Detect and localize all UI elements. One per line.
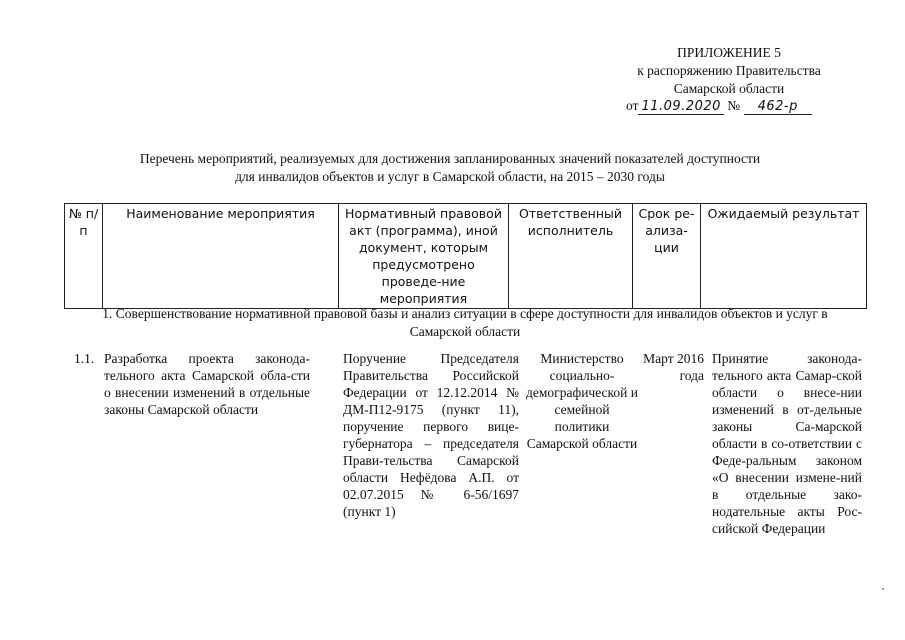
row-1-expected-result: Принятие законода-тельного акта Самар-ской области о внесе-нии изменений в от-дельные законы Са-марской области в со-ответствии с Феде-ральным законом «О внесении измене-ний в отдельные зако-нодательные акты Рос-сийской Федерации [712, 351, 862, 536]
header-term: Срок ре-ализа-ции [633, 204, 701, 309]
document-title-line-2: для инвалидов объектов и услуг в Самарской области, на 2015 – 2030 годы [235, 169, 665, 184]
header-legal-act: Нормативный правовой акт (программа), иной документ, которым предусмотрено проведе-ние мероприятия [339, 204, 509, 309]
appendix-line-1: к распоряжению Правительства [637, 63, 821, 78]
date-prefix: от [626, 98, 639, 113]
number-prefix: № [727, 98, 741, 113]
document-title [90, 150, 810, 186]
appendix-line-2: Самарской области [673, 81, 785, 96]
header-measure-name: Наименование мероприятия [103, 204, 339, 309]
document-title-line-1: Перечень мероприятий, реализуемых для достижения запланированных значений показателей доступности [139, 151, 761, 166]
appendix-title: ПРИЛОЖЕНИЕ 5 [677, 45, 781, 60]
row-1-measure-name: Разработка проекта законода-тельного акта Самарской обла-сти о внесении изменений в отдельные законы Самарской области [104, 351, 310, 417]
row-1-term: Март 2016 года [643, 351, 704, 383]
header-executor: Ответственный исполнитель [509, 204, 633, 309]
date-number-line [626, 98, 812, 114]
header-expected-result: Ожидаемый результат [701, 204, 867, 309]
row-1-number: 1.1. [74, 351, 95, 366]
appendix-block [600, 44, 858, 98]
scan-speck [882, 588, 884, 590]
handwritten-number: 462-р [744, 99, 812, 115]
header-number: № п/п [65, 204, 103, 309]
measures-table-header [64, 203, 867, 309]
handwritten-date: 11.09.2020 [638, 99, 723, 115]
row-1-legal-basis: Поручение Председателя Правительства Российской Федерации от 12.12.2014 № ДМ-П12-9175 (пункт 11), поручение первого вице-губернатора – председателя Прави-тельства Самарской области Нефёдова А.П. от 02.07.2015 № 6-56/1697 (пункт 1) [343, 351, 519, 519]
section-1-title: 1. Совершенствование нормативной правовой базы и анализ ситуации в сфере доступности для инвалидов объектов и услуг в Самарской области [102, 306, 828, 339]
row-1-executor: Министерство социально-демографической и семейной политики Самарской области [526, 351, 638, 451]
